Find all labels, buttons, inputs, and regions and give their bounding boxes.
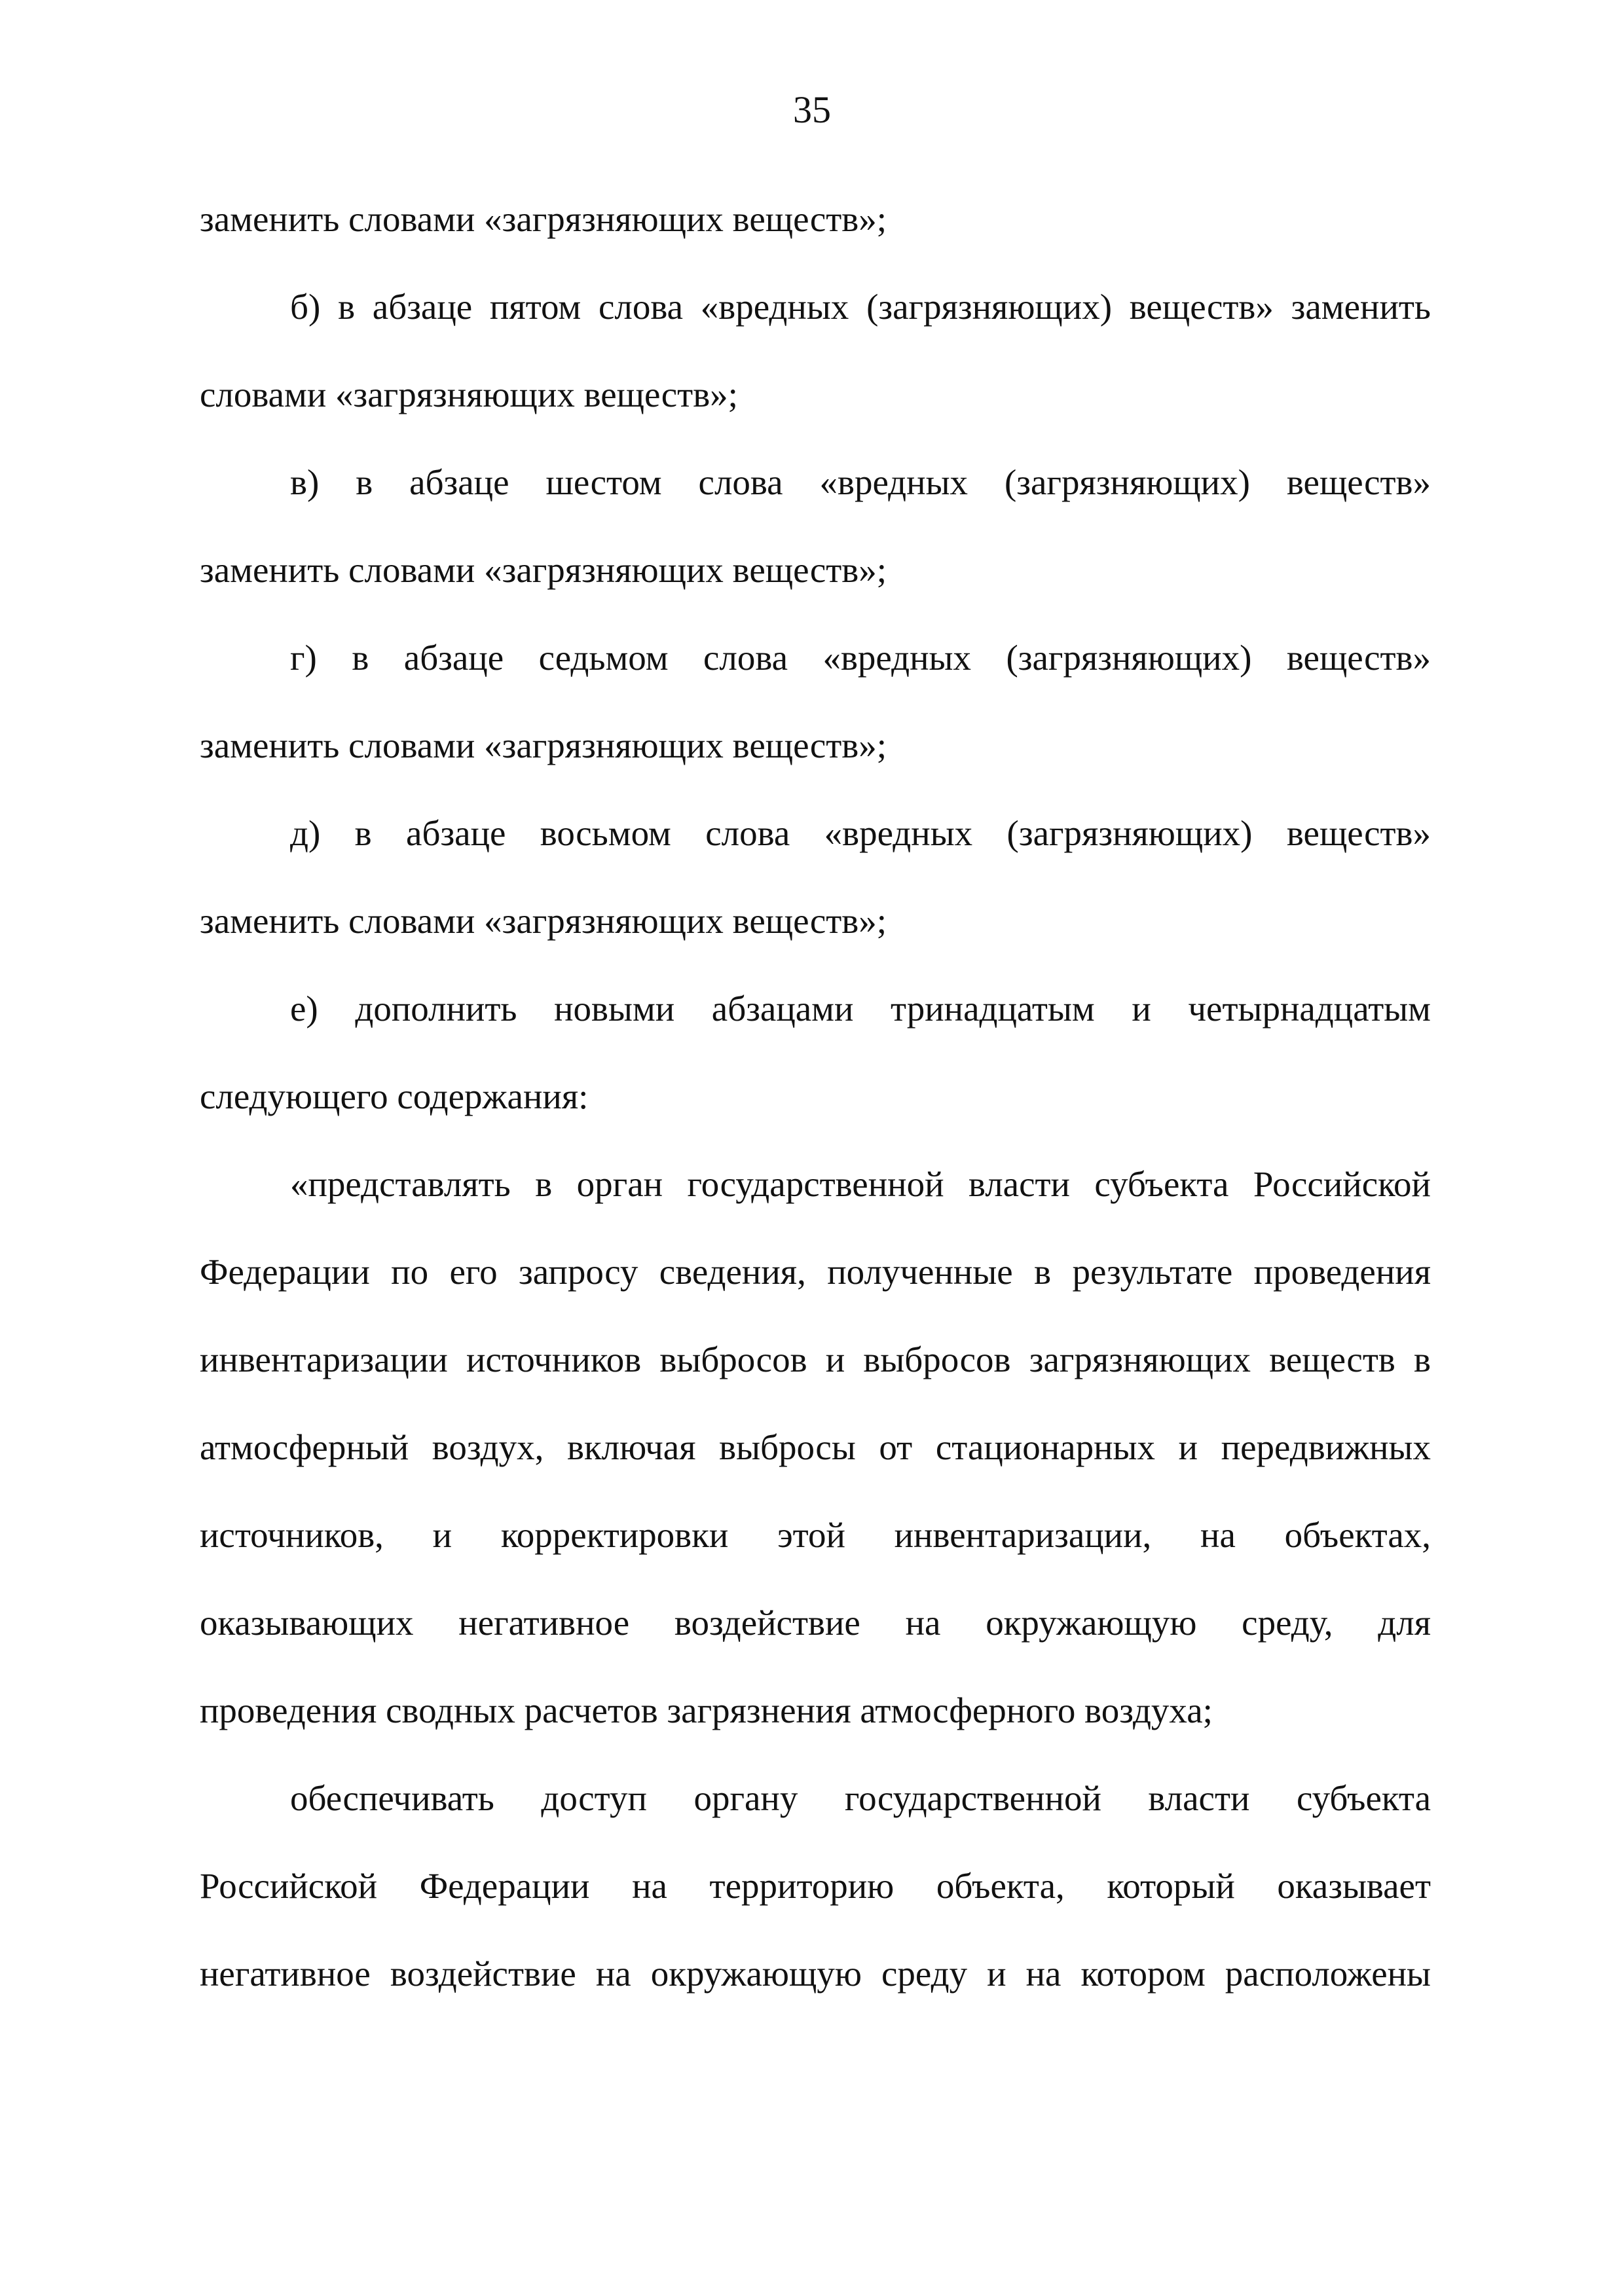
text-line: Российской Федерации на территорию объекта, который оказывает [200, 1866, 1431, 1906]
page-number: 35 [793, 88, 831, 131]
text-line: словами «загрязняющих веществ»; [200, 374, 738, 414]
text-line: заменить словами «загрязняющих веществ»; [200, 550, 887, 590]
text-line: следующего содержания: [200, 1076, 589, 1116]
text-line: в) в абзаце шестом слова «вредных (загрязняющих) веществ» [290, 462, 1431, 502]
text-line: негативное воздействие на окружающую среду и на котором расположены [200, 1954, 1431, 1994]
text-line: атмосферный воздух, включая выбросы от стационарных и передвижных [200, 1427, 1431, 1467]
text-line: заменить словами «загрязняющих веществ»; [200, 725, 887, 765]
text-line: Федерации по его запросу сведения, полученные в результате проведения [200, 1252, 1431, 1292]
text-line: «представлять в орган государственной власти субъекта Российской [290, 1164, 1431, 1204]
text-line: заменить словами «загрязняющих веществ»; [200, 901, 887, 941]
text-line: е) дополнить новыми абзацами тринадцатым и четырнадцатым [290, 989, 1431, 1029]
document-body [200, 175, 1431, 2018]
text-line: обеспечивать доступ органу государственной власти субъекта [290, 1778, 1431, 1818]
text-line: б) в абзаце пятом слова «вредных (загрязняющих) веществ» заменить [290, 287, 1431, 327]
text-line: заменить словами «загрязняющих веществ»; [200, 199, 887, 239]
text-line: проведения сводных расчетов загрязнения атмосферного воздуха; [200, 1690, 1213, 1730]
text-line: д) в абзаце восьмом слова «вредных (загрязняющих) веществ» [290, 813, 1431, 853]
text-line: источников, и корректировки этой инвентаризации, на объектах, [200, 1515, 1431, 1555]
text-line: инвентаризации источников выбросов и выбросов загрязняющих веществ в [200, 1339, 1431, 1379]
text-line: оказывающих негативное воздействие на окружающую среду, для [200, 1603, 1431, 1643]
text-line: г) в абзаце седьмом слова «вредных (загрязняющих) веществ» [290, 638, 1431, 678]
